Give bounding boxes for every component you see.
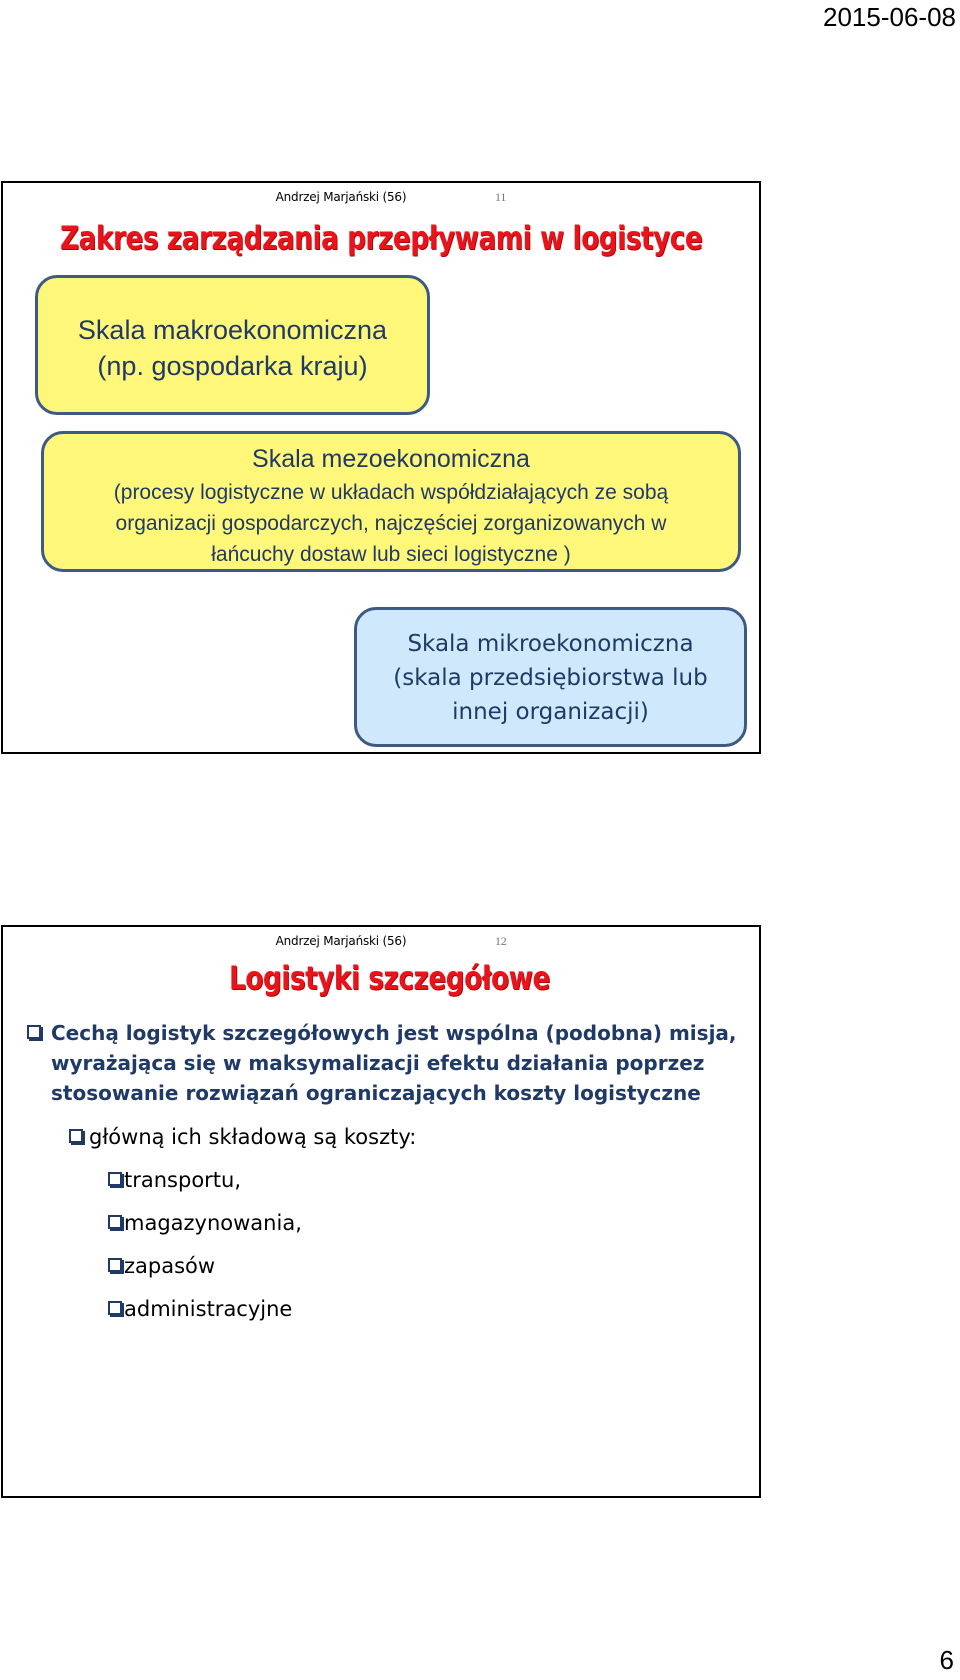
slide-12 [1, 925, 761, 1498]
main-bullet-line: wyrażająca się w maksymalizacji efektu działania poprzez [51, 1051, 705, 1075]
list-item-text: zapasów [124, 1254, 216, 1278]
slide-header [3, 190, 759, 204]
micro-scale-desc-line: innej organizacji) [452, 699, 649, 725]
page-date: 2015-06-08 [823, 2, 956, 32]
main-bullet [27, 1018, 749, 1108]
slide-11 [1, 181, 761, 754]
page-number: 6 [939, 1645, 954, 1675]
meso-scale-desc-line: organizacji gospodarczych, najczęściej zorganizowanych w [115, 512, 667, 535]
macro-scale-example: (np. gospodarka kraju) [97, 351, 368, 381]
bullet-list [27, 1018, 749, 1324]
list-item [108, 1251, 749, 1281]
main-bullet-line: Cechą logistyk szczegółowych jest wspólna (podobna) misja, [51, 1021, 737, 1045]
checkbox-square-icon [108, 1301, 122, 1315]
list-item [108, 1294, 749, 1324]
list-item-text: administracyjne [124, 1297, 293, 1321]
slide-number: 11 [495, 190, 507, 204]
meso-scale-desc-line: (procesy logistyczne w układach współdziałających ze sobą [113, 481, 669, 504]
main-bullet-line: stosowanie rozwiązań ograniczających koszty logistyczne [51, 1081, 701, 1105]
macro-scale-heading: Skala makroekonomiczna [77, 315, 388, 345]
slide-number: 12 [495, 934, 507, 948]
sub-bullet-text: główną ich składową są koszty: [89, 1125, 417, 1149]
micro-scale-heading: Skala mikroekonomiczna [407, 631, 694, 657]
checkbox-square-icon [27, 1025, 41, 1039]
slide-title: Logistyki szczegółowe [229, 959, 550, 997]
meso-scale-box [41, 431, 741, 572]
checkbox-square-icon [69, 1129, 83, 1143]
list-item [108, 1165, 749, 1195]
micro-scale-box [354, 607, 747, 747]
meso-scale-desc-line: łańcuchy dostaw lub sieci logistyczne ) [211, 543, 571, 566]
list-item-text: transportu, [124, 1168, 242, 1192]
list-item-text: magazynowania, [124, 1211, 302, 1235]
macro-scale-box [35, 275, 430, 415]
meso-scale-heading: Skala mezoekonomiczna [252, 445, 530, 473]
checkbox-square-icon [108, 1215, 122, 1229]
micro-scale-desc-line: (skala przedsiębiorstwa lub [393, 665, 708, 691]
checkbox-square-icon [108, 1172, 122, 1186]
checkbox-square-icon [108, 1258, 122, 1272]
slide-author: Andrzej Marjański (56) [275, 934, 407, 948]
slide-author: Andrzej Marjański (56) [275, 190, 407, 204]
slide-title: Zakres zarządzania przepływami w logistyce [60, 219, 703, 257]
slide-header [3, 934, 759, 948]
list-item [108, 1208, 749, 1238]
sub-bullet [69, 1122, 749, 1152]
